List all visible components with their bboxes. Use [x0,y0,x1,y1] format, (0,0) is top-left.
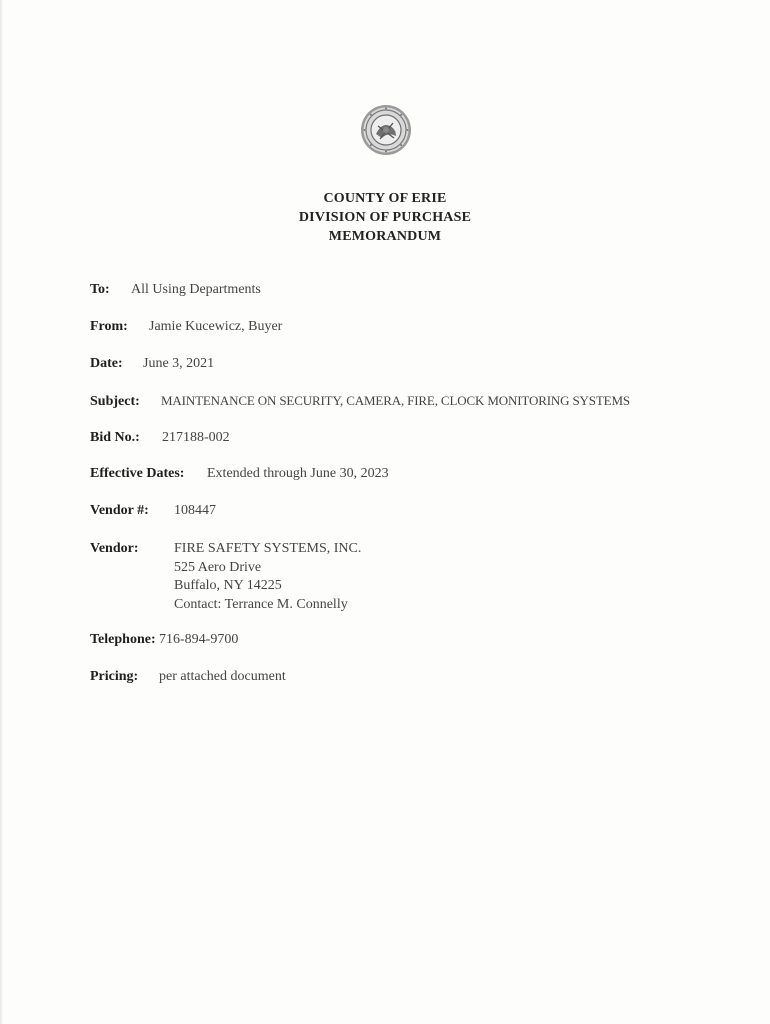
header-division: DIVISION OF PURCHASE [298,210,472,225]
field-to [90,281,261,299]
county-seal-icon [360,104,412,156]
vendor-name: FIRE SAFETY SYSTEMS, INC. [174,541,362,556]
to-value: All Using Departments [131,282,261,297]
field-subject [90,392,630,411]
vendor-street: 525 Aero Drive [174,559,262,575]
field-telephone [90,631,238,649]
pricing-value: per attached document [159,669,286,684]
effective-dates-label: Effective Dates: [90,466,185,481]
subject-label: Subject: [90,394,140,409]
date-value: June 3, 2021 [143,356,215,371]
header-county: COUNTY OF ERIE [323,191,447,206]
header-memorandum: MEMORANDUM [328,229,442,244]
vendor-number-label: Vendor #: [90,503,149,518]
date-label: Date: [90,356,123,371]
vendor-label: Vendor: [90,541,139,556]
field-bid-no [90,429,230,447]
field-pricing [90,668,286,686]
scan-edge-shadow [0,0,3,1024]
field-vendor-number [90,502,216,520]
field-vendor [90,540,361,614]
field-from [90,318,282,336]
telephone-label: Telephone: [90,632,156,647]
memo-header [0,189,770,246]
to-label: To: [90,282,110,297]
field-effective-dates [90,465,389,483]
vendor-address-block [174,540,361,614]
effective-dates-value: Extended through June 30, 2023 [207,466,389,481]
field-date [90,355,214,373]
vendor-city: Buffalo, NY 14225 [174,578,282,593]
bid-no-value: 217188-002 [162,430,230,445]
from-label: From: [90,319,128,334]
from-value: Jamie Kucewicz, Buyer [149,319,283,334]
vendor-contact: Contact: Terrance M. Connelly [174,596,348,612]
bid-no-label: Bid No.: [90,430,140,445]
pricing-label: Pricing: [90,669,139,684]
vendor-number-value: 108447 [174,503,216,518]
telephone-value: 716-894-9700 [159,632,239,647]
subject-value: MAINTENANCE ON SECURITY, CAMERA, FIRE, CLOCK MONITORING SYSTEMS [161,393,630,408]
